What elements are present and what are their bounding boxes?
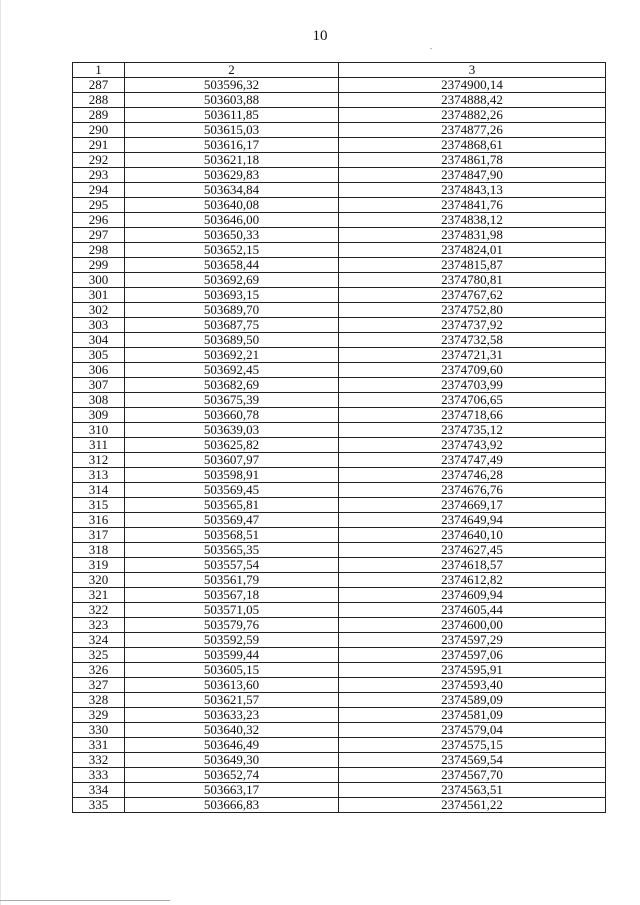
y-coordinate-cell: 2374882,26 [339,108,606,123]
x-coordinate-cell: 503596,32 [125,78,339,93]
coordinates-table [72,62,606,813]
x-coordinate-cell: 503557,54 [125,558,339,573]
point-number-cell: 326 [73,663,125,678]
point-number-cell: 318 [73,543,125,558]
point-number-cell: 299 [73,258,125,273]
table-row [73,168,606,183]
table-row [73,288,606,303]
table-row [73,708,606,723]
table-row [73,243,606,258]
x-coordinate-cell: 503616,17 [125,138,339,153]
y-coordinate-cell: 2374561,22 [339,798,606,813]
page-edge [0,0,1,905]
y-coordinate-cell: 2374581,09 [339,708,606,723]
table-row [73,678,606,693]
point-number-cell: 290 [73,123,125,138]
point-number-cell: 288 [73,93,125,108]
y-coordinate-cell: 2374767,62 [339,288,606,303]
table-row [73,603,606,618]
x-coordinate-cell: 503663,17 [125,783,339,798]
x-coordinate-cell: 503692,69 [125,273,339,288]
column-header-number: 1 [73,63,125,78]
table-row [73,213,606,228]
point-number-cell: 317 [73,528,125,543]
table-row [73,138,606,153]
y-coordinate-cell: 2374609,94 [339,588,606,603]
y-coordinate-cell: 2374600,00 [339,618,606,633]
point-number-cell: 311 [73,438,125,453]
x-coordinate-cell: 503666,83 [125,798,339,813]
x-coordinate-cell: 503646,00 [125,213,339,228]
table-row [73,228,606,243]
y-coordinate-cell: 2374732,58 [339,333,606,348]
table-row [73,498,606,513]
y-coordinate-cell: 2374888,42 [339,93,606,108]
y-coordinate-cell: 2374877,26 [339,123,606,138]
x-coordinate-cell: 503615,03 [125,123,339,138]
footer-rule [0,900,170,901]
point-number-cell: 289 [73,108,125,123]
x-coordinate-cell: 503571,05 [125,603,339,618]
table-row [73,663,606,678]
y-coordinate-cell: 2374605,44 [339,603,606,618]
table-row [73,723,606,738]
table-row [73,693,606,708]
point-number-cell: 306 [73,363,125,378]
table-row [73,333,606,348]
page-number: 10 [312,28,328,44]
x-coordinate-cell: 503692,21 [125,348,339,363]
table-row [73,273,606,288]
y-coordinate-cell: 2374627,45 [339,543,606,558]
x-coordinate-cell: 503565,81 [125,498,339,513]
table-row [73,618,606,633]
table-row [73,633,606,648]
y-coordinate-cell: 2374612,82 [339,573,606,588]
table-row [73,258,606,273]
y-coordinate-cell: 2374709,60 [339,363,606,378]
table-body [73,78,606,813]
y-coordinate-cell: 2374669,17 [339,498,606,513]
point-number-cell: 302 [73,303,125,318]
point-number-cell: 301 [73,288,125,303]
x-coordinate-cell: 503652,15 [125,243,339,258]
y-coordinate-cell: 2374579,04 [339,723,606,738]
point-number-cell: 305 [73,348,125,363]
y-coordinate-cell: 2374575,15 [339,738,606,753]
y-coordinate-cell: 2374847,90 [339,168,606,183]
x-coordinate-cell: 503599,44 [125,648,339,663]
point-number-cell: 294 [73,183,125,198]
table-row [73,303,606,318]
x-coordinate-cell: 503652,74 [125,768,339,783]
y-coordinate-cell: 2374703,99 [339,378,606,393]
table-row [73,783,606,798]
y-coordinate-cell: 2374567,70 [339,768,606,783]
table-row [73,588,606,603]
table-row [73,768,606,783]
point-number-cell: 293 [73,168,125,183]
x-coordinate-cell: 503675,39 [125,393,339,408]
y-coordinate-cell: 2374676,76 [339,483,606,498]
point-number-cell: 296 [73,213,125,228]
point-number-cell: 307 [73,378,125,393]
x-coordinate-cell: 503629,83 [125,168,339,183]
table-header-row [73,63,606,78]
point-number-cell: 332 [73,753,125,768]
y-coordinate-cell: 2374595,91 [339,663,606,678]
point-number-cell: 313 [73,468,125,483]
table-row [73,513,606,528]
point-number-cell: 314 [73,483,125,498]
y-coordinate-cell: 2374831,98 [339,228,606,243]
y-coordinate-cell: 2374718,66 [339,408,606,423]
point-number-cell: 324 [73,633,125,648]
point-number-cell: 323 [73,618,125,633]
table-row [73,93,606,108]
point-number-cell: 316 [73,513,125,528]
x-coordinate-cell: 503660,78 [125,408,339,423]
x-coordinate-cell: 503565,35 [125,543,339,558]
table-row [73,648,606,663]
point-number-cell: 310 [73,423,125,438]
table-row [73,318,606,333]
x-coordinate-cell: 503568,51 [125,528,339,543]
table-row [73,468,606,483]
table-row [73,438,606,453]
table-row [73,453,606,468]
table-row [73,738,606,753]
x-coordinate-cell: 503633,23 [125,708,339,723]
point-number-cell: 304 [73,333,125,348]
point-number-cell: 315 [73,498,125,513]
table-row [73,753,606,768]
point-number-cell: 327 [73,678,125,693]
point-number-cell: 335 [73,798,125,813]
scan-speck [430,48,432,49]
point-number-cell: 309 [73,408,125,423]
table-row [73,558,606,573]
x-coordinate-cell: 503693,15 [125,288,339,303]
point-number-cell: 329 [73,708,125,723]
x-coordinate-cell: 503640,08 [125,198,339,213]
table-row [73,378,606,393]
y-coordinate-cell: 2374640,10 [339,528,606,543]
point-number-cell: 320 [73,573,125,588]
y-coordinate-cell: 2374824,01 [339,243,606,258]
x-coordinate-cell: 503598,91 [125,468,339,483]
point-number-cell: 328 [73,693,125,708]
x-coordinate-cell: 503607,97 [125,453,339,468]
point-number-cell: 303 [73,318,125,333]
x-coordinate-cell: 503613,60 [125,678,339,693]
x-coordinate-cell: 503569,45 [125,483,339,498]
y-coordinate-cell: 2374861,78 [339,153,606,168]
y-coordinate-cell: 2374743,92 [339,438,606,453]
y-coordinate-cell: 2374746,28 [339,468,606,483]
x-coordinate-cell: 503611,85 [125,108,339,123]
point-number-cell: 319 [73,558,125,573]
point-number-cell: 308 [73,393,125,408]
x-coordinate-cell: 503567,18 [125,588,339,603]
y-coordinate-cell: 2374737,92 [339,318,606,333]
y-coordinate-cell: 2374706,65 [339,393,606,408]
point-number-cell: 298 [73,243,125,258]
table-row [73,573,606,588]
point-number-cell: 295 [73,198,125,213]
table-row [73,528,606,543]
y-coordinate-cell: 2374593,40 [339,678,606,693]
point-number-cell: 322 [73,603,125,618]
x-coordinate-cell: 503649,30 [125,753,339,768]
table-row [73,363,606,378]
x-coordinate-cell: 503621,57 [125,693,339,708]
x-coordinate-cell: 503569,47 [125,513,339,528]
column-header-x: 2 [125,63,339,78]
y-coordinate-cell: 2374563,51 [339,783,606,798]
x-coordinate-cell: 503561,79 [125,573,339,588]
x-coordinate-cell: 503605,15 [125,663,339,678]
x-coordinate-cell: 503639,03 [125,423,339,438]
table-row [73,153,606,168]
y-coordinate-cell: 2374597,06 [339,648,606,663]
x-coordinate-cell: 503592,59 [125,633,339,648]
y-coordinate-cell: 2374589,09 [339,693,606,708]
table-row [73,78,606,93]
y-coordinate-cell: 2374900,14 [339,78,606,93]
point-number-cell: 312 [73,453,125,468]
point-number-cell: 291 [73,138,125,153]
y-coordinate-cell: 2374649,94 [339,513,606,528]
y-coordinate-cell: 2374838,12 [339,213,606,228]
y-coordinate-cell: 2374569,54 [339,753,606,768]
column-header-y: 3 [339,63,606,78]
y-coordinate-cell: 2374843,13 [339,183,606,198]
x-coordinate-cell: 503625,82 [125,438,339,453]
x-coordinate-cell: 503579,76 [125,618,339,633]
point-number-cell: 287 [73,78,125,93]
y-coordinate-cell: 2374841,76 [339,198,606,213]
table-row [73,543,606,558]
point-number-cell: 297 [73,228,125,243]
table-row [73,798,606,813]
table-row [73,423,606,438]
y-coordinate-cell: 2374868,61 [339,138,606,153]
table-row [73,348,606,363]
table-row [73,483,606,498]
table-row [73,408,606,423]
y-coordinate-cell: 2374747,49 [339,453,606,468]
x-coordinate-cell: 503603,88 [125,93,339,108]
point-number-cell: 321 [73,588,125,603]
y-coordinate-cell: 2374721,31 [339,348,606,363]
x-coordinate-cell: 503692,45 [125,363,339,378]
y-coordinate-cell: 2374735,12 [339,423,606,438]
y-coordinate-cell: 2374597,29 [339,633,606,648]
table-row [73,183,606,198]
x-coordinate-cell: 503646,49 [125,738,339,753]
x-coordinate-cell: 503658,44 [125,258,339,273]
x-coordinate-cell: 503689,70 [125,303,339,318]
table-row [73,198,606,213]
x-coordinate-cell: 503650,33 [125,228,339,243]
point-number-cell: 300 [73,273,125,288]
x-coordinate-cell: 503621,18 [125,153,339,168]
x-coordinate-cell: 503689,50 [125,333,339,348]
x-coordinate-cell: 503682,69 [125,378,339,393]
point-number-cell: 334 [73,783,125,798]
point-number-cell: 292 [73,153,125,168]
table-row [73,123,606,138]
x-coordinate-cell: 503640,32 [125,723,339,738]
point-number-cell: 331 [73,738,125,753]
point-number-cell: 330 [73,723,125,738]
point-number-cell: 325 [73,648,125,663]
y-coordinate-cell: 2374815,87 [339,258,606,273]
y-coordinate-cell: 2374752,80 [339,303,606,318]
y-coordinate-cell: 2374618,57 [339,558,606,573]
table-row [73,108,606,123]
y-coordinate-cell: 2374780,81 [339,273,606,288]
x-coordinate-cell: 503687,75 [125,318,339,333]
x-coordinate-cell: 503634,84 [125,183,339,198]
table-row [73,393,606,408]
point-number-cell: 333 [73,768,125,783]
